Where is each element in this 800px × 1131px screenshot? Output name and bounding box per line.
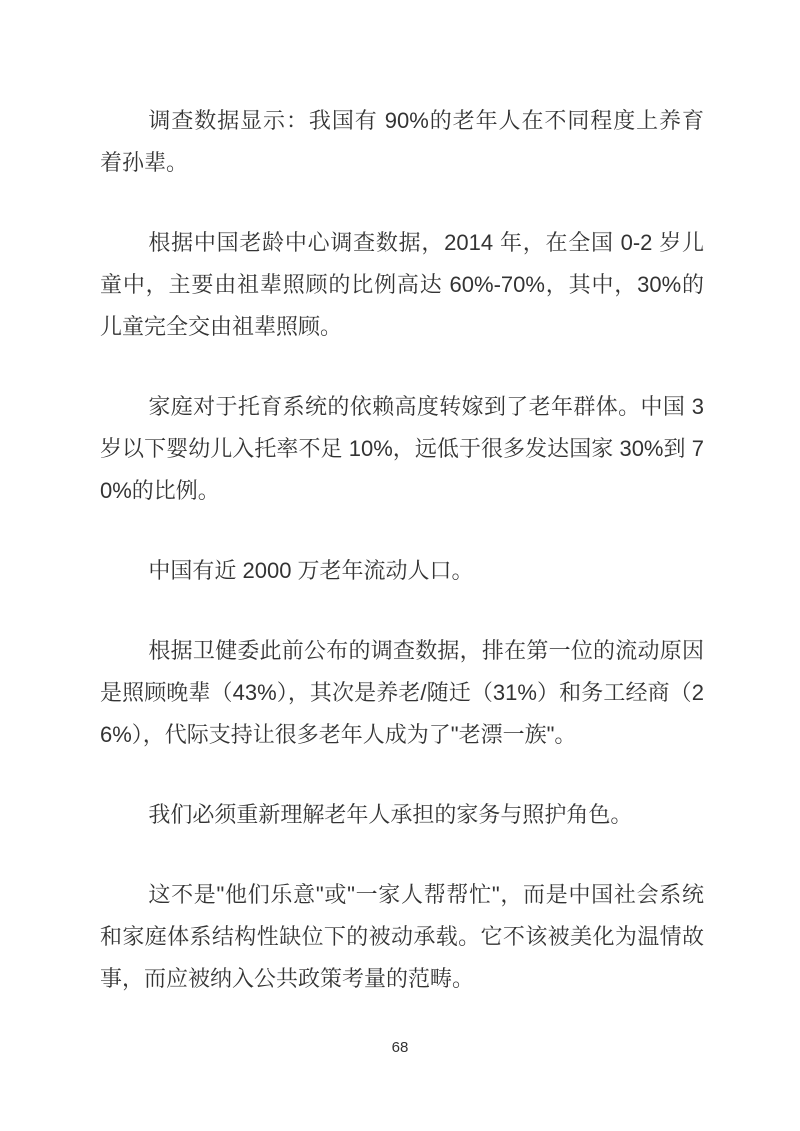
paragraph: 这不是"他们乐意"或"一家人帮帮忙"，而是中国社会系统和家庭体系结构性缺位下的被动承载。它不该被美化为温情故事，而应被纳入公共政策考量的范畴。 [100, 882, 704, 991]
paragraph: 根据卫健委此前公布的调查数据，排在第一位的流动原因是照顾晚辈（43%），其次是养老/随迁（31%）和务工经商（26%），代际支持让很多老年人成为了"老漂一族"。 [100, 638, 704, 747]
paragraph: 中国有近 2000 万老年流动人口。 [148, 558, 474, 583]
paragraph: 根据中国老龄中心调查数据，2014 年，在全国 0-2 岁儿童中，主要由祖辈照顾的比例高达 60%-70%，其中，30%的儿童完全交由祖辈照顾。 [100, 230, 704, 339]
paragraph: 我们必须重新理解老年人承担的家务与照护角色。 [148, 802, 633, 827]
paragraph: 家庭对于托育系统的依赖高度转嫁到了老年群体。中国 3 岁以下婴幼儿入托率不足 10%，远低于很多发达国家 30%到 70%的比例。 [100, 394, 704, 503]
paragraph: 调查数据显示：我国有 90%的老年人在不同程度上养育着孙辈。 [100, 108, 704, 175]
page-number: 68 [391, 1039, 409, 1056]
